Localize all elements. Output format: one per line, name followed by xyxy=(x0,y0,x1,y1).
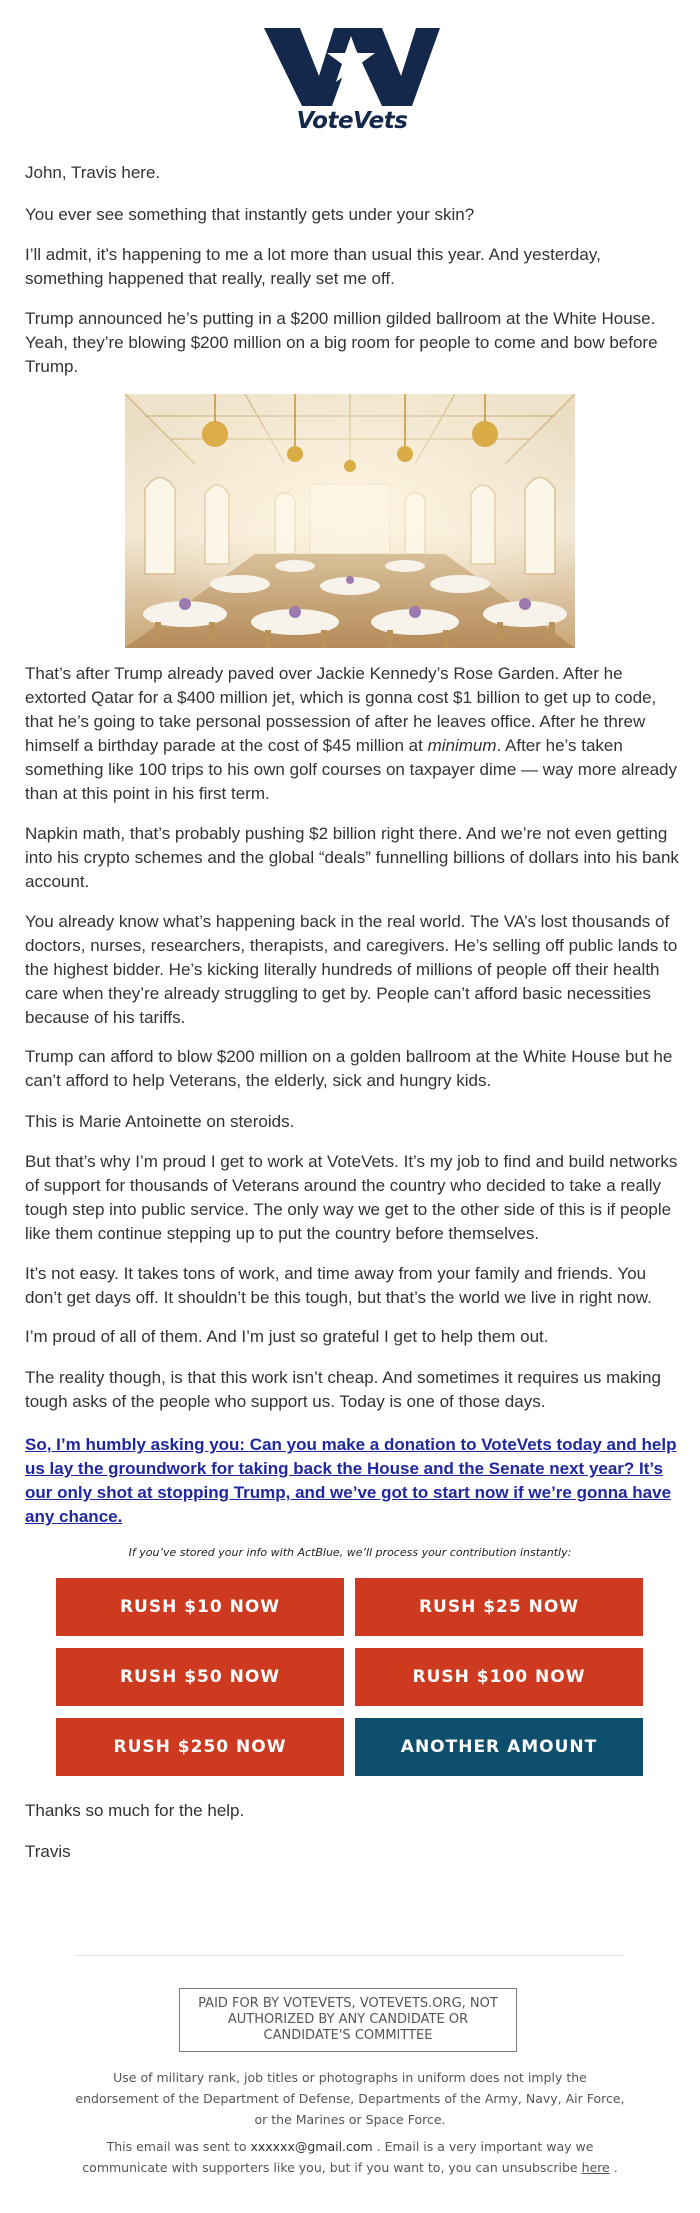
ballroom-image xyxy=(125,394,575,648)
subscription-notice xyxy=(75,2136,625,2178)
paragraph-4 xyxy=(25,662,680,806)
paragraph-1: You ever see something that instantly gets under your skin? xyxy=(25,205,475,224)
recipient-email: xxxxxx@gmail.com xyxy=(250,2139,373,2154)
donate-250-button[interactable]: RUSH $250 NOW xyxy=(56,1718,344,1776)
donate-cta-link[interactable]: So, I’m humbly asking you: Can you make a donation to VoteVets today and help us lay the groundwork for taking back the House and the Senate next year? It’s our only shot at stopping Trump, and we’ve got to start now if we’re gonna have any chance. xyxy=(25,1435,677,1526)
donate-25-button[interactable]: RUSH $25 NOW xyxy=(355,1578,643,1636)
vv-mark-icon xyxy=(262,26,442,108)
donate-other-amount-button[interactable]: ANOTHER AMOUNT xyxy=(355,1718,643,1776)
sent-to-middle: . Email is a very important way we communicate with supporters like you, but if you want to, you can unsubscribe xyxy=(82,2139,594,2175)
donate-10-button[interactable]: RUSH $10 NOW xyxy=(56,1578,344,1636)
paragraph-8: This is Marie Antoinette on steroids. xyxy=(25,1112,295,1131)
paragraph-4-emphasis: minimum xyxy=(427,736,497,755)
paragraph-4-text-b: . After he’s taken something like 100 trips to his own golf courses on taxpayer dime — way more already than at this point in his first term. xyxy=(25,736,677,803)
votevets-logo[interactable] xyxy=(262,26,442,138)
footer-divider xyxy=(75,1955,625,1956)
paid-for-disclaimer: PAID FOR BY VOTEVETS, VOTEVETS.ORG, NOT AUTHORIZED BY ANY CANDIDATE OR CANDIDATE'S COMMITTEE xyxy=(179,1988,517,2052)
logo-wordmark: VoteVets xyxy=(296,108,408,134)
donate-50-button[interactable]: RUSH $50 NOW xyxy=(56,1648,344,1706)
donate-100-button[interactable]: RUSH $100 NOW xyxy=(355,1648,643,1706)
greeting: John, Travis here. xyxy=(25,163,161,182)
paragraph-5: Napkin math, that’s probably pushing $2 billion right there. And we’re not even getting into his crypto schemes and the global “deals” funnelling billions of dollars into his bank account. xyxy=(25,824,679,891)
actblue-note: If you’ve stored your info with ActBlue, we’ll process your contribution instantly: xyxy=(128,1546,572,1559)
paragraph-10: It’s not easy. It takes tons of work, and time away from your family and friends. You don’t get days off. It shouldn’t be this tough, but that’s the world we live in right now. xyxy=(25,1264,652,1307)
paragraph-11: I’m proud of all of them. And I’m just so grateful I get to help them out. xyxy=(25,1327,549,1346)
sent-to-suffix: . xyxy=(609,2160,618,2175)
military-disclaimer: Use of military rank, job titles or photographs in uniform does not imply the endorsement of the Department of Defense, Departments of the Army, Navy, Air Force, or the Marines or Space Force. xyxy=(75,2070,625,2127)
sent-to-prefix: This email was sent to xyxy=(106,2139,251,2154)
paragraph-9: But that’s why I’m proud I get to work at VoteVets. It’s my job to find and build networks of support for thousands of Veterans around the country who decided to take a really tough step into public service. The only way we get to the other side of this is if people like them continue stepping up to put the country before themselves. xyxy=(25,1152,678,1243)
paragraph-3: Trump announced he’s putting in a $200 million gilded ballroom at the White House. Yeah, they’re blowing $200 million on a big room for people to come and bow before Trump. xyxy=(25,309,658,376)
paragraph-7: Trump can afford to blow $200 million on a golden ballroom at the White House but he can’t afford to help Veterans, the elderly, sick and hungry kids. xyxy=(25,1047,673,1090)
paragraph-6: You already know what’s happening back in the real world. The VA’s lost thousands of doctors, nurses, researchers, therapists, and caregivers. He’s selling off public lands to the highest bidder. He’s kicking literally hundreds of millions of people off their health care when they’re already struggling to get by. People can’t afford basic necessities because of his tariffs. xyxy=(25,912,678,1027)
paragraph-4-text-a: That’s after Trump already paved over Jackie Kennedy’s Rose Garden. After he extorted Qatar for a $400 million jet, which is gonna cost $1 billion to get up to code, that he’s going to take personal possession of after he leaves office. After he threw himself a birthday parade at the cost of $45 million at xyxy=(25,664,657,755)
thanks-line: Thanks so much for the help. xyxy=(25,1801,245,1820)
paragraph-12: The reality though, is that this work isn’t cheap. And sometimes it requires us making tough asks of the people who support us. Today is one of those days. xyxy=(25,1368,661,1411)
paragraph-2: I’ll admit, it’s happening to me a lot more than usual this year. And yesterday, something happened that really, really set me off. xyxy=(25,245,601,288)
signature: Travis xyxy=(25,1842,71,1861)
unsubscribe-link[interactable]: here xyxy=(581,2160,610,2175)
